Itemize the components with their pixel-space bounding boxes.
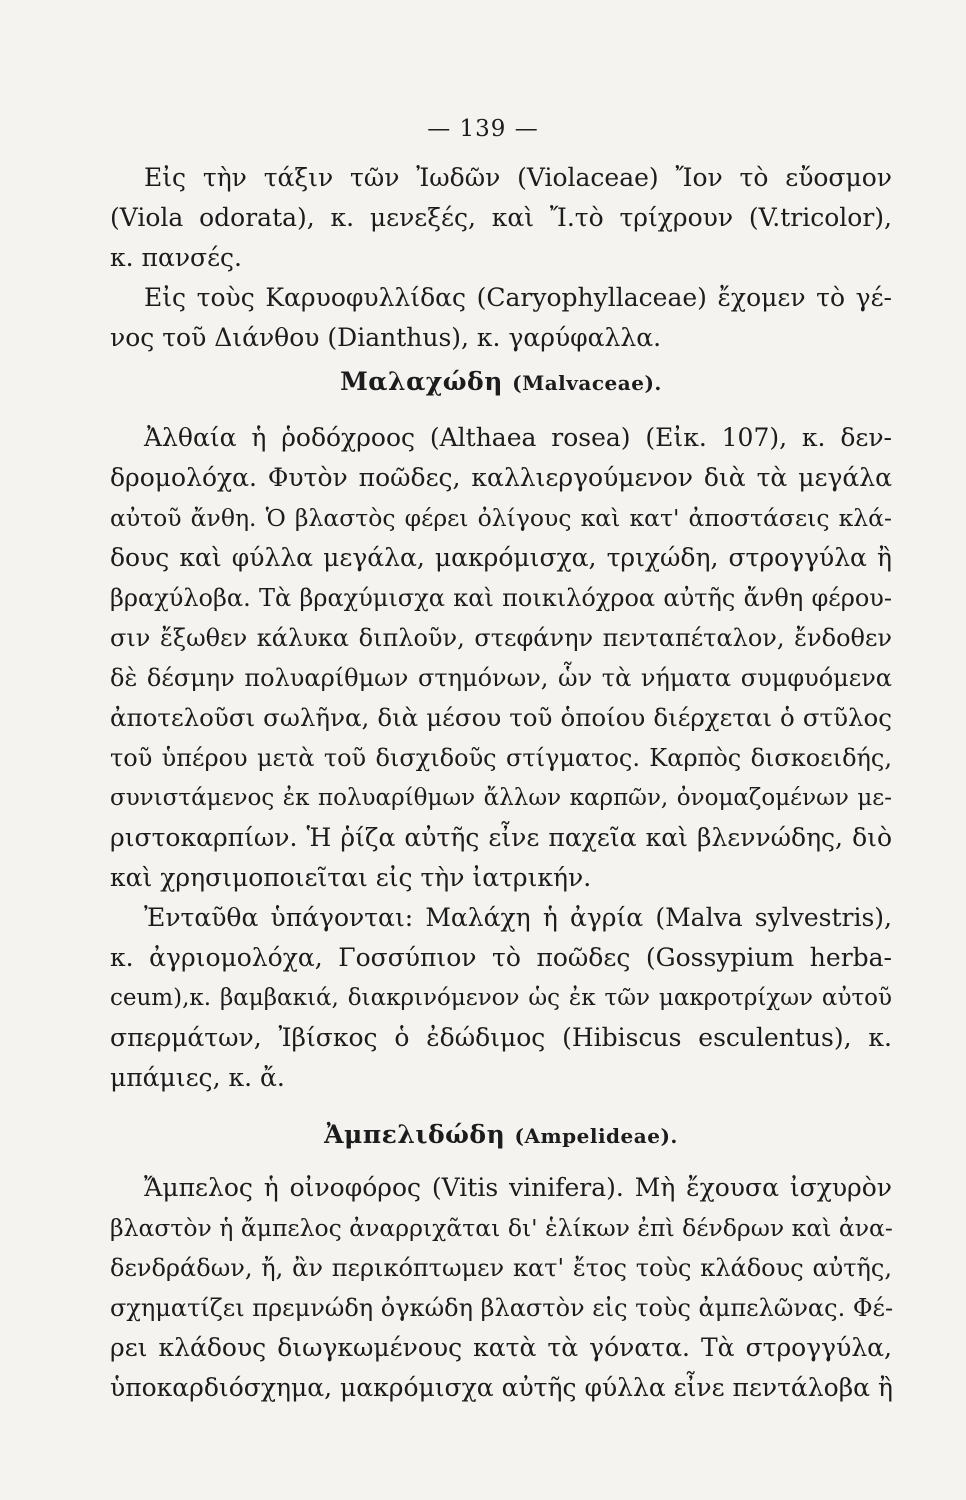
section-heading-ampelideae	[110, 1115, 892, 1156]
text-line: μπάμιες, κ. ἄ.	[110, 1063, 285, 1092]
text-line: αὐτοῦ ἄνθη. Ὁ βλαστὸς φέρει ὀλίγους καὶ κατ' ἀποστάσεις κλά-	[110, 504, 892, 532]
page-number: — 139 —	[427, 116, 539, 142]
heading-latin: (Malvaceae).	[512, 371, 662, 395]
text-line: βραχύλοβα. Τὰ βραχύμισχα καὶ ποικιλόχροα αὐτῆς ἄνθη φέρου-	[110, 584, 892, 612]
text-line: δρομολόχα. Φυτὸν ποῶδες, καλλιεργούμενον διὰ τὰ μεγάλα	[110, 463, 892, 492]
heading-latin: (Ampelideae).	[514, 1124, 678, 1148]
text-line: Εἰς τὴν τάξιν τῶν Ἰωδῶν (Violaceae) Ἴον τὸ εὔοσμον	[144, 163, 892, 192]
text-line: βλαστὸν ἡ ἄμπελος ἀναρριχᾶται δι' ἑλίκων ἐπὶ δένδρων καὶ ἀνα-	[110, 1214, 893, 1242]
text-line: ἀποτελοῦσι σωλῆνα, διὰ μέσου τοῦ ὁποίου διέρχεται ὁ στῦλος	[110, 703, 892, 732]
text-line: νος τοῦ Διάνθου (Dianthus), κ. γαρύφαλλα.	[110, 323, 662, 352]
text-line: συνιστάμενος ἐκ πολυαρίθμων ἄλλων καρπῶν, ὀνομαζομένων με-	[110, 785, 892, 811]
text-line: ρει κλάδους διωγκωμένους κατὰ τὰ γόνατα. Τὰ στρογγύλα,	[110, 1333, 892, 1362]
text-line: δενδράδων, ἤ, ἂν περικόπτωμεν κατ' ἔτος τοὺς κλάδους αὐτῆς,	[110, 1254, 892, 1282]
heading-greek: Ἀμπελιδώδη	[324, 1120, 506, 1149]
text-line: ceum),κ. βαμβακιά, διακρινόμενον ὡς ἐκ τῶν μακροτρίχων αὐτοῦ	[110, 985, 892, 1011]
text-line: (Viola odorata), κ. μενεξές, καὶ Ἴ.τὸ τρίχρουν (V.tricolor),	[110, 203, 892, 232]
heading-greek: Μαλαχώδη	[340, 367, 503, 396]
text-line: σπερμάτων, Ἰβίσκος ὁ ἐδώδιμος (Hibiscus esculentus), κ.	[110, 1023, 892, 1052]
text-line: καὶ χρησιμοποιεῖται εἰς τὴν ἰατρικήν.	[110, 863, 592, 892]
section-heading-malvaceae	[110, 362, 892, 403]
text-line: Ἐνταῦθα ὑπάγονται: Μαλάχη ἡ ἀγρία (Malva sylvestris),	[144, 903, 892, 932]
text-line: σιν ἔξωθεν κάλυκα διπλοῦν, στεφάνην πενταπέταλον, ἔνδοθεν	[110, 624, 892, 652]
text-line: κ. πανσές.	[110, 243, 242, 272]
text-line: ριστοκαρπίων. Ἡ ῥίζα αὐτῆς εἶνε παχεῖα καὶ βλεννώδης, διὸ	[110, 823, 892, 852]
text-line: δους καὶ φύλλα μεγάλα, μακρόμισχα, τριχώδη, στρογγύλα ἢ	[110, 543, 892, 572]
text-line: ὑποκαρδιόσχημα, μακρόμισχα αὐτῆς φύλλα εἶνε πεντάλοβα ἢ	[110, 1373, 893, 1402]
text-line: Ἄμπελος ἡ οἰνοφόρος (Vitis vinifera). Μὴ ἔχουσα ἰσχυρὸν	[144, 1173, 892, 1202]
text-line: τοῦ ὑπέρου μετὰ τοῦ δισχιδοῦς στίγματος. Καρπὸς δισκοειδής,	[110, 744, 892, 772]
text-line: κ. ἀγριομολόχα, Γοσσύπιον τὸ ποῶδες (Gossypium herba-	[110, 943, 892, 972]
text-line: Εἰς τοὺς Καρυοφυλλίδας (Caryophyllaceae) ἔχομεν τὸ γέ-	[144, 283, 892, 312]
text-line: Ἀλθαία ἡ ῥοδόχροος (Althaea rosea) (Εἰκ. 107), κ. δεν-	[144, 423, 892, 452]
text-line: δὲ δέσμην πολυαρίθμων στημόνων, ὧν τὰ νήματα συμφυόμενα	[110, 664, 892, 692]
text-line: σχηματίζει πρεμνώδη ὀγκώδη βλαστὸν εἰς τοὺς ἀμπελῶνας. Φέ-	[110, 1294, 894, 1322]
